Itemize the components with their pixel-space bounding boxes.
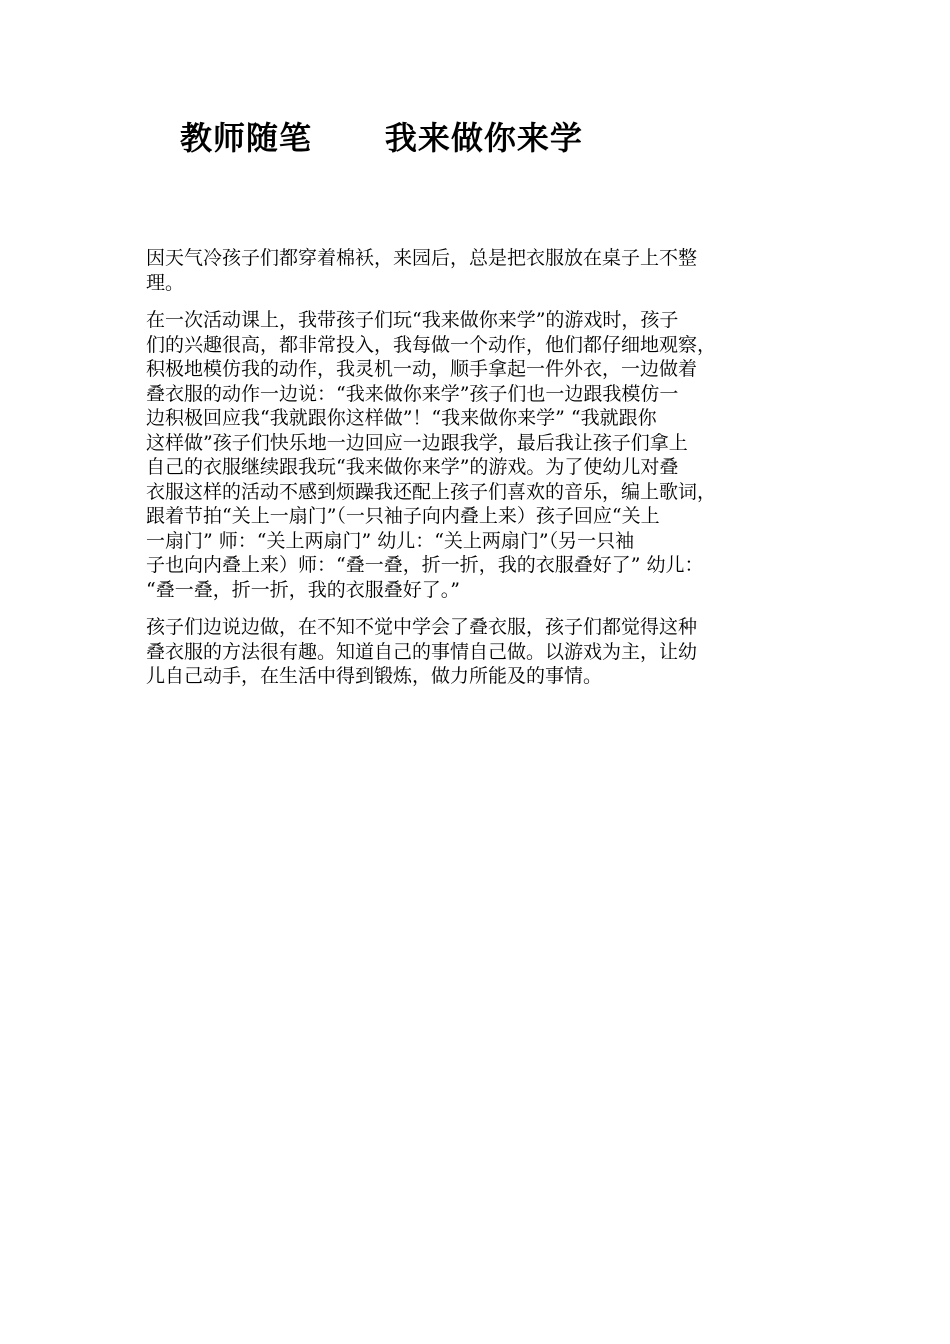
paragraph: 孩子们边说边做，在不知不觉中学会了叠衣服，孩子们都觉得这种 叠衣服的方法很有趣。知道自己的事情自己做。以游戏为主，让幼 儿自己动手，在生活中得到锻炼，做力所能及的事情。 bbox=[146, 616, 698, 687]
paragraph: 因天气冷孩子们都穿着棉袄，来园后，总是把衣服放在桌子上不整 理。 bbox=[146, 247, 698, 294]
document-body bbox=[146, 246, 810, 702]
paragraph: 在一次活动课上，我带孩子们玩“我来做你来学”的游戏时，孩子 们的兴趣很高，都非常投入，我每做一个动作，他们都仔细地观察， 积极地模仿我的动作，我灵机一动，顺手拿起一件外衣，一边做着 叠衣服的动作一边说：“我来做你来学”孩子们也一边跟我模仿一 边积极回应我“我就跟你这样做”！“我来做你来学” “我就跟你 这样做”孩子们快乐地一边回应一边跟我学，最后我让孩子们拿上 自己的衣服继续跟我玩“我来做你来学”的游戏。为了使幼儿对叠 衣服这样的活动不感到烦躁我还配上孩子们喜欢的音乐，编上歌词， 跟着节拍“关上一扇门”（一只袖子向内叠上来）孩子回应“关上 一扇门” 师：“关上两扇门” 幼儿：“关上两扇门”（另一只袖 子也向内叠上来）师：“叠一叠，折一折，我的衣服叠好了” 幼儿： “叠一叠，折一折，我的衣服叠好了。” bbox=[146, 309, 717, 601]
document-title: 教师随笔 我来做你来学 bbox=[180, 119, 583, 157]
